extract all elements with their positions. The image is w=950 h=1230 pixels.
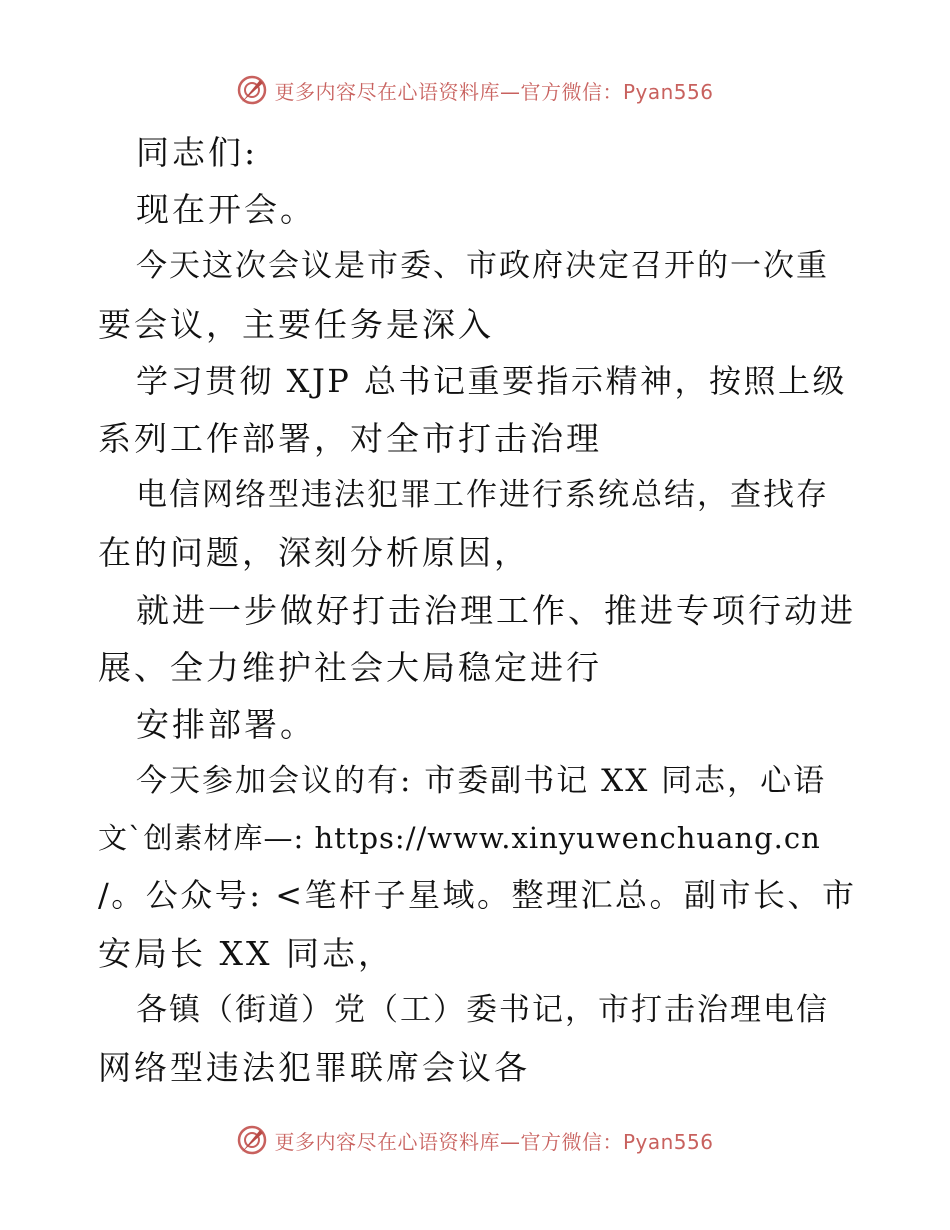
- paragraph-line: 今天这次会议是市委、市政府决定召开的一次重: [136, 248, 829, 285]
- paragraph-line: /。公众号: <笔杆子星域。整理汇总。副市长、市: [98, 876, 857, 915]
- paragraph-line: 各镇（街道）党（工）委书记，市打击治理电信: [136, 991, 829, 1028]
- paragraph-line: 展、全力维护社会大局稳定进行: [98, 647, 602, 687]
- paragraph-line: 安局长 XX 同志，: [98, 933, 394, 973]
- paragraph-line: 安排部署。: [136, 704, 316, 744]
- paragraph-line: 系列工作部署，对全市打击治理: [98, 418, 602, 458]
- quill-pen-logo-icon: [236, 1124, 268, 1156]
- document-body: [98, 124, 858, 1096]
- paragraph-line: 电信网络型违法犯罪工作进行系统总结，查找存: [136, 477, 829, 514]
- paragraph-line: 就进一步做好打击治理工作、推进专项行动进: [136, 590, 856, 630]
- paragraph-line: 网络型违法犯罪联席会议各: [98, 1048, 530, 1087]
- paragraph-line: 在的问题，深刻分析原因，: [98, 533, 530, 573]
- header-watermark: [0, 70, 950, 110]
- quill-pen-logo-icon: [236, 74, 268, 106]
- paragraph-line: 文`创素材库—: https://www.xinyuwenchuang.cn: [98, 821, 821, 856]
- paragraph-line: 学习贯彻 XJP 总书记重要指示精神，按照上级: [136, 361, 847, 400]
- paragraph-line: 要会议，主要任务是深入: [98, 304, 494, 344]
- paragraph-line: 现在开会。: [136, 190, 316, 230]
- paragraph-line: 同志们:: [136, 133, 259, 172]
- watermark-text: 更多内容尽在心语资料库—官方微信：Pyan556: [274, 79, 714, 104]
- watermark-text: 更多内容尽在心语资料库—官方微信：Pyan556: [274, 1129, 714, 1154]
- paragraph-line: 今天参加会议的有: 市委副书记 XX 同志，心语: [136, 763, 827, 800]
- footer-watermark: [0, 1120, 950, 1160]
